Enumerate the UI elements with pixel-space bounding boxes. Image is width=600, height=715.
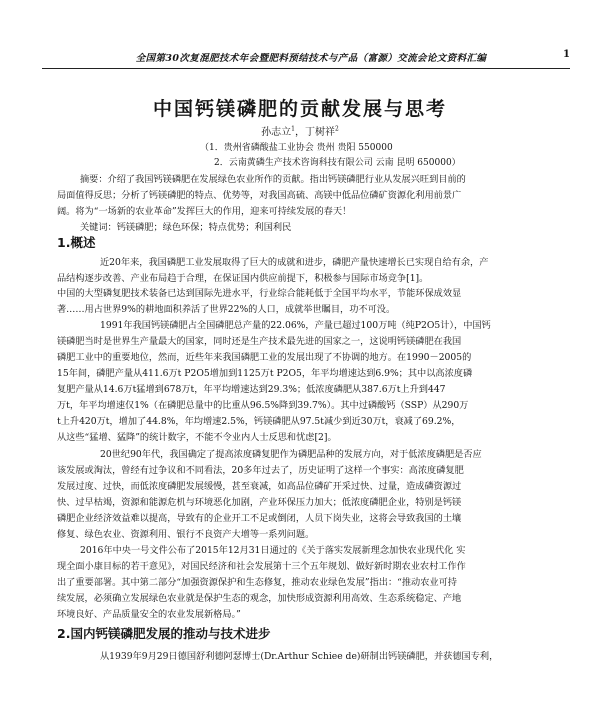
- body-line: 近20年来，我国磷肥工业发展取得了巨大的成就和进步，磷肥产量快速增长已实现自给有余，产: [100, 257, 489, 268]
- section-heading: 2.国内钙镁磷肥发展的推动与技术进步: [57, 626, 271, 641]
- body-line: 磷肥企业经济效益难以提高，导致有的企业开工不足或倒闭，人员下岗失业，这将会导致我国的土壤: [57, 513, 462, 524]
- body-line: 镁磷肥当时是世界生产量最大的国家，同时还是生产技术最先进的国家之一，这说明钙镁磷肥在我国: [57, 336, 462, 347]
- body-line: 环境良好、产品质量安全的农业发展新格局。”: [57, 609, 241, 620]
- body-line: 发展过度、过快，而低浓度磷肥发展缓慢，甚至衰减，如高品位磷矿开采过快、过量，造成磷资源过: [57, 481, 462, 492]
- body-line: 快、过早枯竭，资源和能源危机与环境恶化加剧，产业环保压力加大；低浓度磷肥企业，特别是钙镁: [57, 497, 462, 508]
- body-line: 修复、绿色农业、资源利用、银行不良资产大增等一系列问题。: [57, 529, 315, 540]
- body-line: 20世纪90年代，我国确定了提高浓度磷复肥作为磷肥品种的发展方向，对于低浓度磷肥是否应: [100, 449, 482, 460]
- body-line: 磷肥工业中的重要地位，然而，近些年来我国磷肥工业的发展出现了不协调的地方。在1990－2005的: [57, 352, 472, 363]
- running-header: 全国第30次复混肥技术年会暨肥料预结技术与产品（富源）交流会论文资料汇编: [135, 53, 487, 64]
- author-name: 丁树祥: [305, 127, 335, 138]
- body-line: 从这些“猛增、猛降”的统计数字，不能不令业内人士反思和忧虑[2]。: [57, 432, 337, 443]
- body-line: 复肥产量从14.6万t猛增到678万t，年平均增速达到29.3%；低浓度磷肥从387.6万t上升到447: [57, 384, 446, 395]
- body-line: 著……用占世界9%的耕地面积养活了世界22%的人口，成就举世瞩目，功不可没。: [57, 304, 396, 315]
- body-line: 15年间，磷肥产量从411.6万t P2O5增加到1125万t P2O5，年平均增速达到6.9%；其中以高浓度磷: [57, 368, 473, 379]
- body-line: t上升420万t，增加了44.8%，年均增速2.5%，钙镁磷肥从97.5t减少到近30万t，衰减了69.2%，: [57, 416, 461, 427]
- author-separator: ，: [295, 127, 305, 138]
- page-number: 1: [563, 49, 570, 60]
- header-rule: [42, 68, 570, 69]
- body-line: 该发展或淘汰，曾经有过争议和不同看法，20多年过去了，历史证明了这样一个事实：高浓度磷复肥: [57, 465, 464, 476]
- body-line: 从1939年9月29日德国舒利德阿瑟博士(Dr.Arthur Schiee de)研制出钙镁磷肥，并获德国专利，: [100, 651, 499, 662]
- abstract-line: 局面值得反思；分析了钙镁磷肥的特点、优势等，对我国高硫、高镁中低品位磷矿资源化利用前景广: [57, 190, 462, 201]
- body-line: 续发展，必须确立发展绿色农业就是保护生态的观念，加快形成资源利用高效、生态系统稳定、产地: [57, 593, 462, 604]
- section-heading: 1.概述: [57, 235, 96, 250]
- body-line: 出了重要部署。其中第二部分“加强资源保护和生态修复，推动农业绿色发展”指出：“推动农业可持: [57, 577, 457, 588]
- paper-title: 中国钙镁磷肥的贡献发展与思考: [152, 98, 447, 120]
- author-line: [0, 123, 600, 138]
- body-line: 1991年我国钙镁磷肥占全国磷肥总产量的22.06%，产量已超过100万吨（纯P2O5计），中国钙: [100, 320, 491, 331]
- body-line: 现全面小康目标的若干意见》，对国民经济和社会发展第十三个五年规划、做好新时期农业农村工作作: [57, 561, 466, 572]
- keywords-line: 关键词：钙镁磷肥；绿色环保；特点优势；利国利民: [80, 222, 292, 233]
- body-line: 品结构逐步改善、产业布局趋于合理，在保证国内供应前提下，积极参与国际市场竞争[1]。: [57, 273, 429, 284]
- body-line: 中国的大型磷复肥技术装备已达到国际先进水平，行业综合能耗低于全国平均水平，节能环保成效显: [57, 288, 462, 299]
- author-affil-mark: 1: [291, 125, 295, 133]
- abstract-line: 摘要：介绍了我国钙镁磷肥在发展绿色农业所作的贡献。指出钙镁磷肥行业从发展兴旺到目前的: [80, 174, 466, 185]
- body-line: 万t，年平均增速仅1%（在磷肥总量中的比重从96.5%降到39.7%）。其中过磷酸钙（SSP）从290万: [57, 400, 469, 411]
- affiliation: （1．贵州省磷酸盐工业协会 贵州 贵阳 550000: [200, 143, 393, 153]
- abstract-line: 阔。将为“一场新的农业革命”发挥巨大的作用，迎来可持续发展的春天！: [57, 206, 352, 217]
- affiliation: 2．云南黄磷生产技术咨询科技有限公司 云南 昆明 650000）: [214, 158, 461, 168]
- author-name: 孙志立: [261, 127, 292, 138]
- author-affil-mark: 2: [335, 125, 339, 133]
- body-line: 2016年中央一号文件公布了2015年12月31日通过的《关于落实发展新理念加快农业现代化 实: [80, 545, 466, 556]
